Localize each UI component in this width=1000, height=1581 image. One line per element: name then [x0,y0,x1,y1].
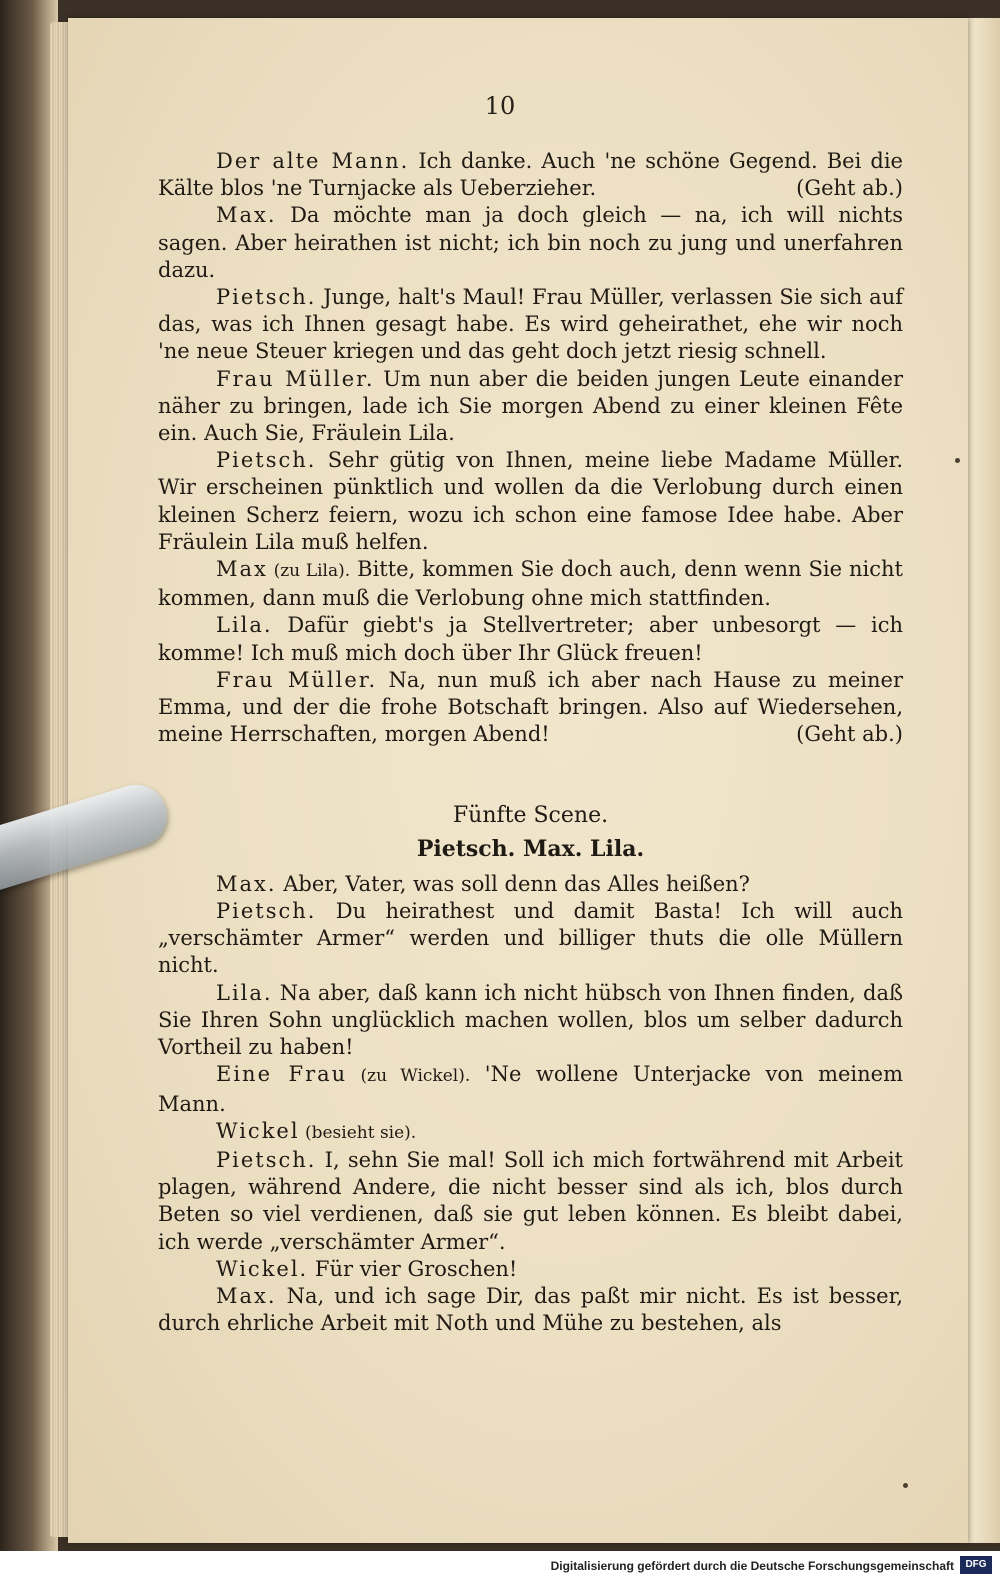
paragraph [158,1118,903,1147]
speaker-name: Wickel [216,1118,300,1143]
speaker-name: Pietsch. [216,448,317,473]
paragraph [158,612,903,666]
paragraph [158,447,903,556]
dialogue-text: Aber, Vater, was soll denn das Alles heißen? [276,871,750,896]
dialogue-text: I, sehn Sie mal! Soll ich mich fortwährend mit Arbeit plagen, während Andere, die nicht besser sind als ich, blos durch Beten so viel verdienen, daß sie gut leben können. Es bleibt dabei, ich werde „verschämter Armer“. [158,1147,903,1254]
paragraph [158,1256,903,1283]
speaker-name: Lila. [216,613,273,638]
paragraph [158,1061,903,1117]
speaker-name: Max [216,557,268,582]
dialogue-text: Du heirathest und damit Basta! Ich will auch „verschämter Armer“ werden und billiger thuts die olle Müllern nicht. [158,899,903,978]
scene-title: Fünfte Scene. [452,803,609,829]
dialogue-text: Ich danke. Auch 'ne schöne Gegend. Bei die Kälte blos 'ne Turnjacke als Ueberzieher. [158,149,903,201]
speaker-name: Max. [216,871,277,896]
speaker-name: Max. [216,1283,277,1308]
stage-direction: (Geht ab.) [796,722,903,747]
speaker-name: Wickel. [216,1256,309,1281]
page-number: 10 [484,92,516,120]
paragraph [158,667,903,749]
dialogue-text: Na aber, daß kann ich nicht hübsch von Ihnen finden, daß Sie Ihren Sohn unglücklich machen wollen, blos um selber dadurch Vortheil zu haben! [158,980,903,1060]
paragraph [158,366,903,448]
page-text [158,148,903,1337]
paragraph [158,284,903,366]
margin-speck [955,458,960,463]
paragraph [158,202,903,284]
speaker-name: Eine Frau [216,1062,348,1087]
dialogue-text: Dafür giebt's ja Stellvertreter; aber unbesorgt — ich komme! Ich muß mich doch über Ihr Glück freuen! [158,613,903,665]
dialogue-text: Für vier Groschen! [308,1256,518,1281]
stage-direction: (zu Lila). [267,561,351,582]
margin-speck [903,1483,908,1488]
paragraph [158,898,903,980]
paragraph [158,871,903,898]
speaker-name: Lila. [216,980,273,1005]
speaker-name: Der alte Mann. [216,149,410,173]
speaker-name: Pietsch. [216,285,317,310]
scene-persons: Pietsch. Max. Lila. [416,835,645,862]
digitization-credit: Digitalisierung gefördert durch die Deutsche Forschungsgemeinschaft [550,1559,954,1573]
speaker-name: Frau Müller. [216,366,375,391]
dialogue-text: 'Ne wollene Unterjacke von meinem Mann. [158,1062,903,1116]
dialogue-text: Um nun aber die beiden jungen Leute einander näher zu bringen, lade ich Sie morgen Abend zu einer kleinen Fête ein. Auch Sie, Fräulein Lila. [158,366,903,446]
speaker-name: Frau Müller. [216,667,378,692]
speaker-name: Pietsch. [216,1147,317,1172]
dialogue-text: Da möchte man ja doch gleich — na, ich will nichts sagen. Aber heirathen ist nicht; ich bin noch zu jung und unerfahren dazu. [158,203,903,282]
stage-direction: (besieht sie). [299,1122,417,1143]
dialogue-text: Junge, halt's Maul! Frau Müller, verlassen Sie sich auf das, was ich Ihnen gesagt habe. Es wird geheirathet, ehe wir noch 'ne neue Steuer kriegen und das geht doch jetzt riesig schnell. [158,285,903,364]
speaker-name: Pietsch. [216,899,317,924]
paragraph [158,556,903,612]
paragraph [158,980,903,1062]
dialogue-text: Sehr gütig von Ihnen, meine liebe Madame Müller. Wir erscheinen pünktlich und wollen da die Verlobung durch einen kleinen Scherz feiern, wozu ich schon eine famose Idee habe. Aber Fräulein Lila muß helfen. [158,448,903,554]
stage-direction: (Geht ab.) [796,176,903,201]
speaker-name: Max. [216,203,277,228]
dialogue-text: Na, nun muß ich aber nach Hause zu meiner Emma, und der die frohe Botschaft bringen. Also auf Wiedersehen, meine Herrschaften, morgen Abend! [158,667,904,747]
dfg-logo: DFG [960,1556,992,1574]
paragraph [158,1283,903,1337]
paragraph [158,148,903,202]
dialogue-text: Bitte, kommen Sie doch auch, denn wenn Sie nicht kommen, dann muß die Verlobung ohne mich stattfinden. [158,557,903,611]
dialogue-text: Na, und ich sage Dir, das paßt mir nicht. Es ist besser, durch ehrliche Arbeit mit Noth und Mühe zu bestehen, als [158,1283,903,1336]
stage-direction: (zu Wickel). [347,1066,471,1087]
paragraph [158,1147,903,1256]
